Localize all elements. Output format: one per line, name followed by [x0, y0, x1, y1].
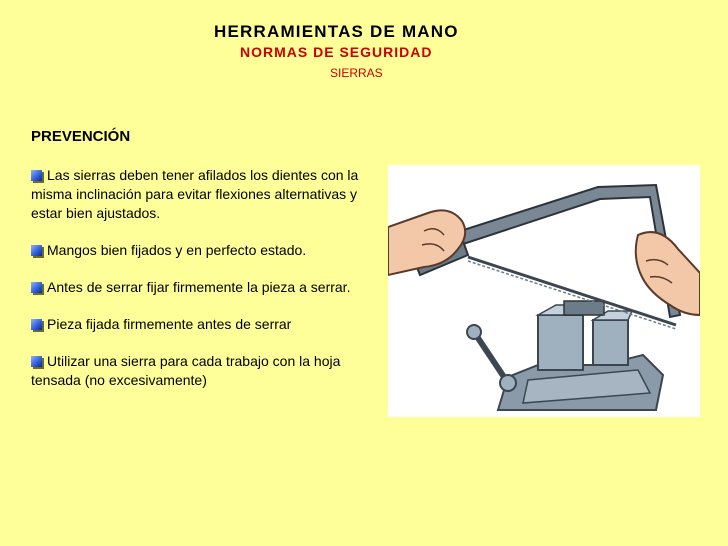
bullet-text: Pieza fijada firmemente antes de serrar [47, 316, 292, 332]
square-bullet-icon [31, 319, 42, 330]
square-bullet-icon [31, 170, 42, 181]
square-bullet-icon [31, 245, 42, 256]
bullet-list [31, 166, 366, 408]
section-label: SIERRAS [330, 66, 383, 80]
hand-icon [636, 232, 700, 315]
page-subtitle: NORMAS DE SEGURIDAD [240, 44, 433, 60]
bullet-text: Mangos bien fijados y en perfecto estado. [47, 242, 307, 258]
list-item [31, 241, 366, 260]
bullet-text: Utilizar una sierra para cada trabajo con la hoja tensada (no excesivamente) [31, 353, 341, 388]
square-bullet-icon [31, 282, 42, 293]
bullet-text: Antes de serrar fijar firmemente la pieza a serrar. [47, 279, 351, 295]
list-item [31, 352, 366, 390]
page-title: HERRAMIENTAS DE MANO [214, 22, 459, 41]
bullet-text: Las sierras deben tener afilados los dientes con la misma inclinación para evitar flexiones alternativas y estar bien ajustados. [31, 167, 359, 221]
hacksaw-in-vise-illustration [388, 165, 700, 417]
square-bullet-icon [31, 356, 42, 367]
list-item [31, 166, 366, 223]
list-item [31, 278, 366, 297]
list-item [31, 315, 366, 334]
section-heading: PREVENCIÓN [31, 128, 131, 145]
hand-icon [388, 210, 465, 275]
vise-icon [467, 301, 663, 410]
